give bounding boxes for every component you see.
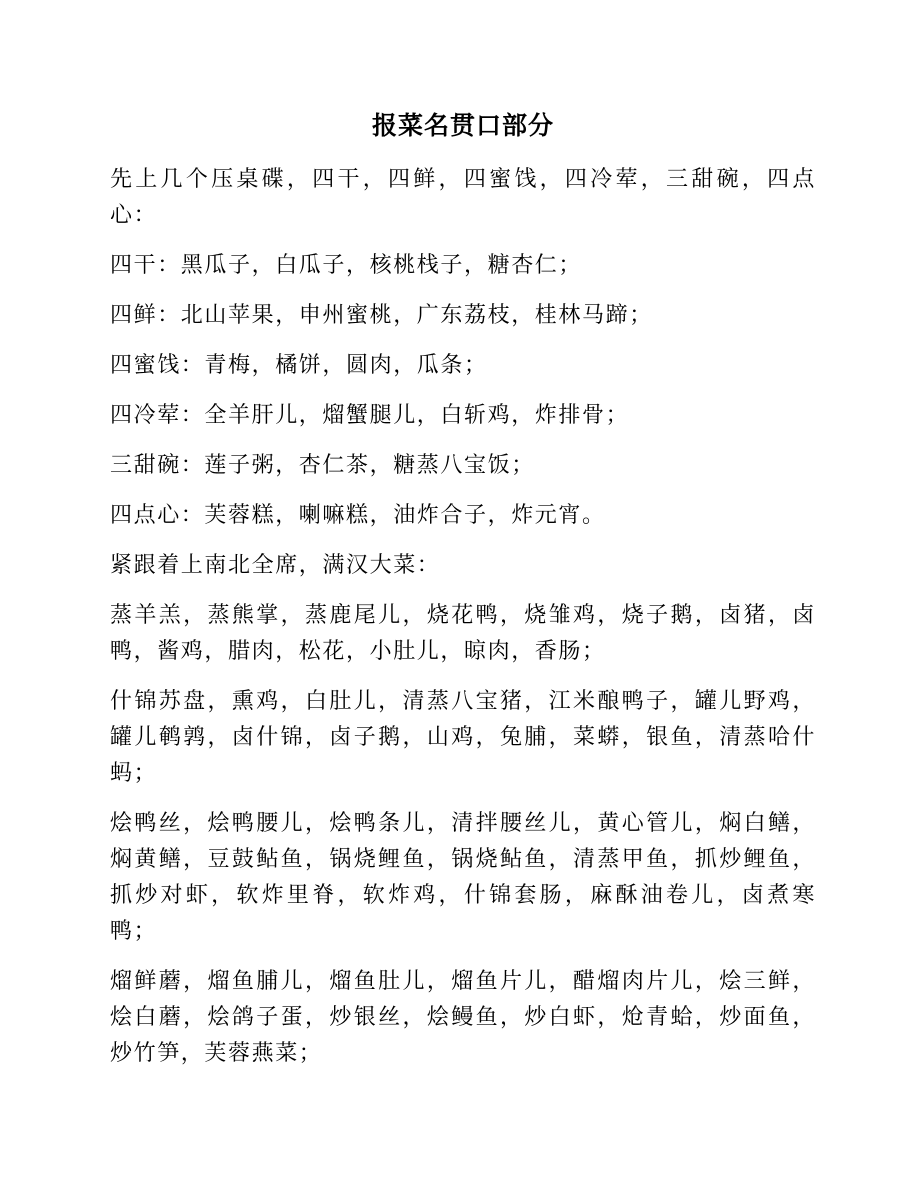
paragraph-four-snacks: 四点心：芙蓉糕，喇嘛糕，油炸合子，炸元宵。 (110, 503, 606, 528)
paragraph-four-dry: 四干：黑瓜子，白瓜子，核桃栈子，糖杏仁； (110, 253, 583, 278)
paragraph-four-fresh: 四鲜：北山苹果，申州蜜桃，广东荔枝，桂林马蹄； (110, 303, 653, 328)
paragraph-dishes-4: 熘鲜蘑，熘鱼脯儿，熘鱼肚儿，熘鱼片儿，醋熘肉片儿，烩三鲜，烩白蘑，烩鸽子蛋，炒银丝，烩鳗鱼，炒白虾，炝青蛤，炒面鱼，炒竹笋，芙蓉燕菜； (110, 969, 816, 1066)
paragraph-banquet-intro: 紧跟着上南北全席，满汉大菜： (110, 553, 441, 578)
paragraph-four-cold: 四冷荤：全羊肝儿，熘蟹腿儿，白斩鸡，炸排骨； (110, 403, 630, 428)
paragraph-four-candied: 四蜜饯：青梅，橘饼，圆肉，瓜条； (110, 353, 488, 378)
paragraph-dishes-2: 什锦苏盘，熏鸡，白肚儿，清蒸八宝猪，江米酿鸭子，罐儿野鸡，罐儿鹌鹑，卤什锦，卤子鹅，山鸡，兔脯，菜蟒，银鱼，清蒸哈什蚂； (110, 689, 816, 786)
paragraph-dishes-3: 烩鸭丝，烩鸭腰儿，烩鸭条儿，清拌腰丝儿，黄心管儿，焖白鳝，焖黄鳝，豆鼓鲇鱼，锅烧鲤鱼，锅烧鲇鱼，清蒸甲鱼，抓炒鲤鱼，抓炒对虾，软炸里脊，软炸鸡，什锦套肠，麻酥油卷儿，卤煮寒鸭； (110, 811, 816, 944)
paragraph-dishes-1: 蒸羊羔，蒸熊掌，蒸鹿尾儿，烧花鸭，烧雏鸡，烧子鹅，卤猪，卤鸭，酱鸡，腊肉，松花，小肚儿，晾肉，香肠； (110, 603, 816, 664)
paragraph-three-sweet: 三甜碗：莲子粥，杏仁茶，糖蒸八宝饭； (110, 453, 535, 478)
document-title: 报菜名贯口部分 (371, 111, 554, 140)
paragraph-intro: 先上几个压桌碟，四干，四鲜，四蜜饯，四冷荤，三甜碗，四点心： (110, 167, 816, 228)
